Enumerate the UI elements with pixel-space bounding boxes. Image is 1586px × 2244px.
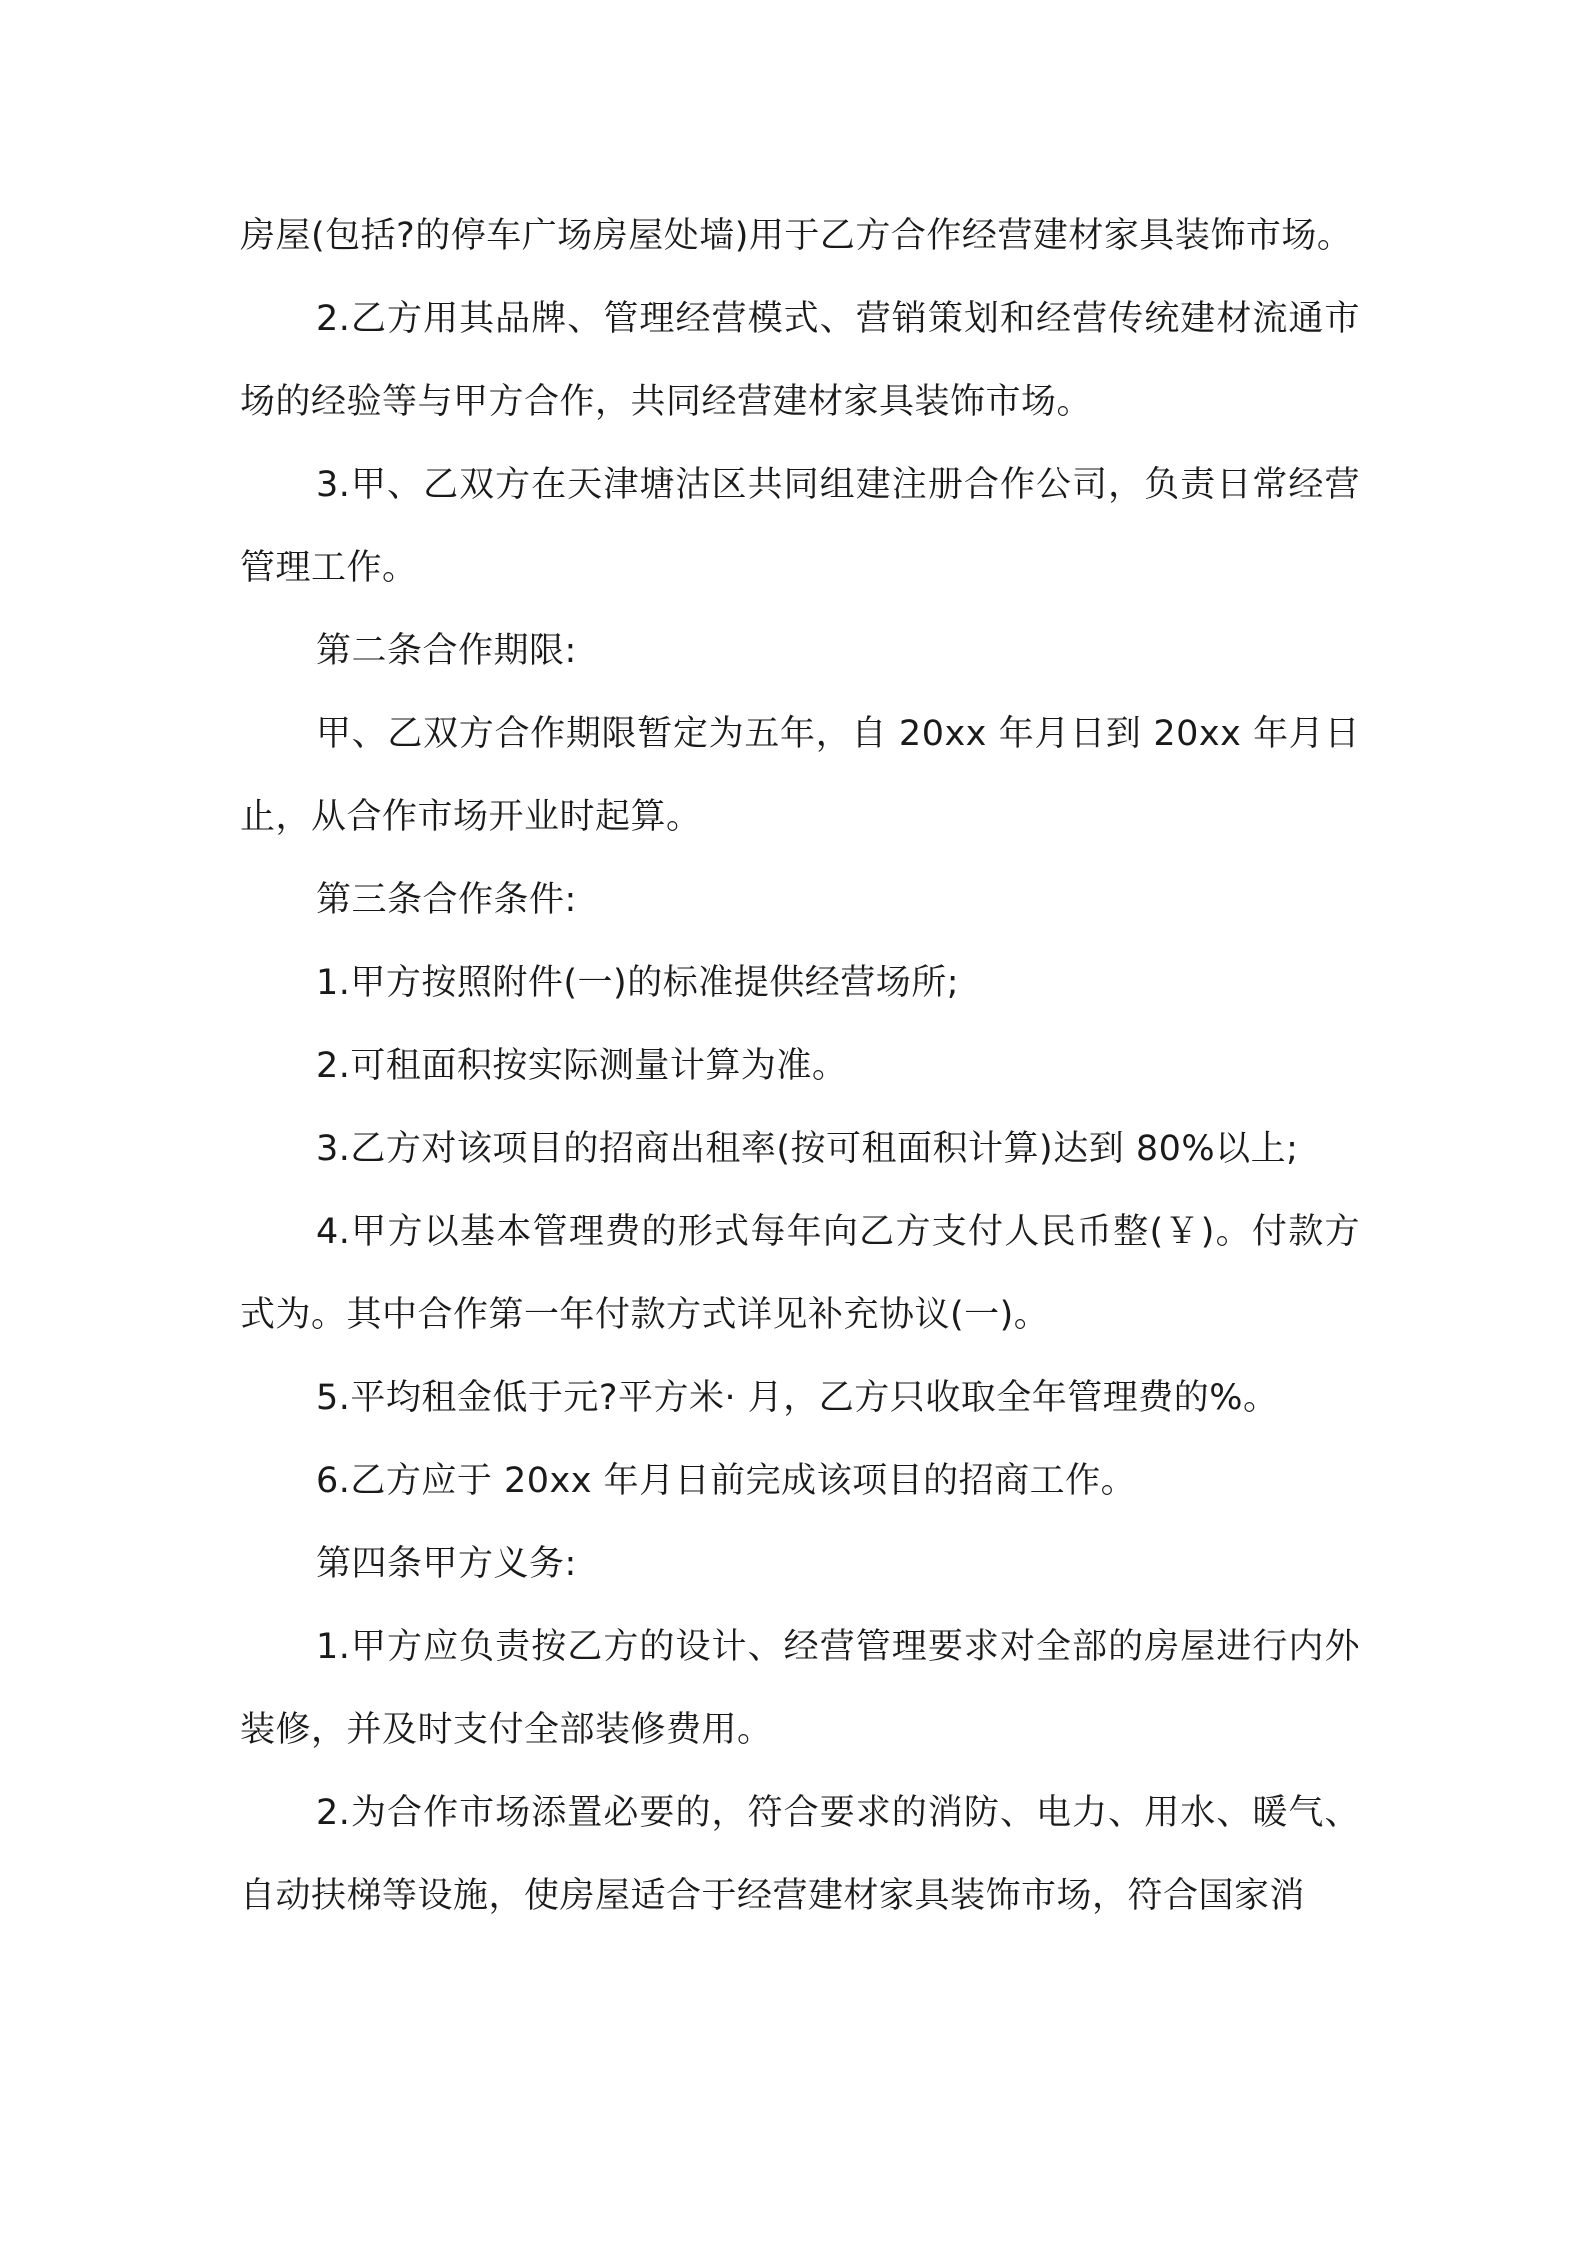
paragraph: 1.甲方应负责按乙方的设计、经营管理要求对全部的房屋进行内外装修，并及时支付全部装修费用。: [240, 1627, 1360, 1750]
paragraph: 2.可租面积按实际测量计算为准。: [316, 1046, 848, 1086]
section-heading: 第三条合作条件:: [316, 880, 577, 920]
paragraph: 房屋(包括?的停车广场房屋处墙)用于乙方合作经营建材家具装饰市场。: [240, 216, 1353, 256]
paragraph: 5.平均租金低于元?平方米· 月，乙方只收取全年管理费的%。: [316, 1378, 1279, 1418]
paragraph: 甲、乙双方合作期限暂定为五年，自 20xx 年月日到 20xx 年月日止，从合作市场开业时起算。: [240, 714, 1360, 837]
section-heading: 第二条合作期限:: [316, 631, 577, 671]
paragraph: 3.甲、乙双方在天津塘沽区共同组建注册合作公司，负责日常经营管理工作。: [240, 465, 1360, 588]
paragraph: 6.乙方应于 20xx 年月日前完成该项目的招商工作。: [316, 1461, 1137, 1501]
paragraph: 2.为合作市场添置必要的，符合要求的消防、电力、用水、暖气、自动扶梯等设施，使房屋适合于经营建材家具装饰市场，符合国家消: [240, 1793, 1360, 1916]
section-heading: 第四条甲方义务:: [316, 1544, 577, 1584]
paragraph: 3.乙方对该项目的招商出租率(按可租面积计算)达到 80%以上;: [316, 1129, 1299, 1169]
paragraph: 1.甲方按照附件(一)的标准提供经营场所;: [316, 963, 959, 1003]
paragraph: 2.乙方用其品牌、管理经营模式、营销策划和经营传统建材流通市场的经验等与甲方合作，共同经营建材家具装饰市场。: [240, 299, 1360, 422]
document-body: [240, 195, 1360, 1938]
paragraph: 4.甲方以基本管理费的形式每年向乙方支付人民币整(￥)。付款方式为。其中合作第一年付款方式详见补充协议(一)。: [240, 1212, 1360, 1335]
